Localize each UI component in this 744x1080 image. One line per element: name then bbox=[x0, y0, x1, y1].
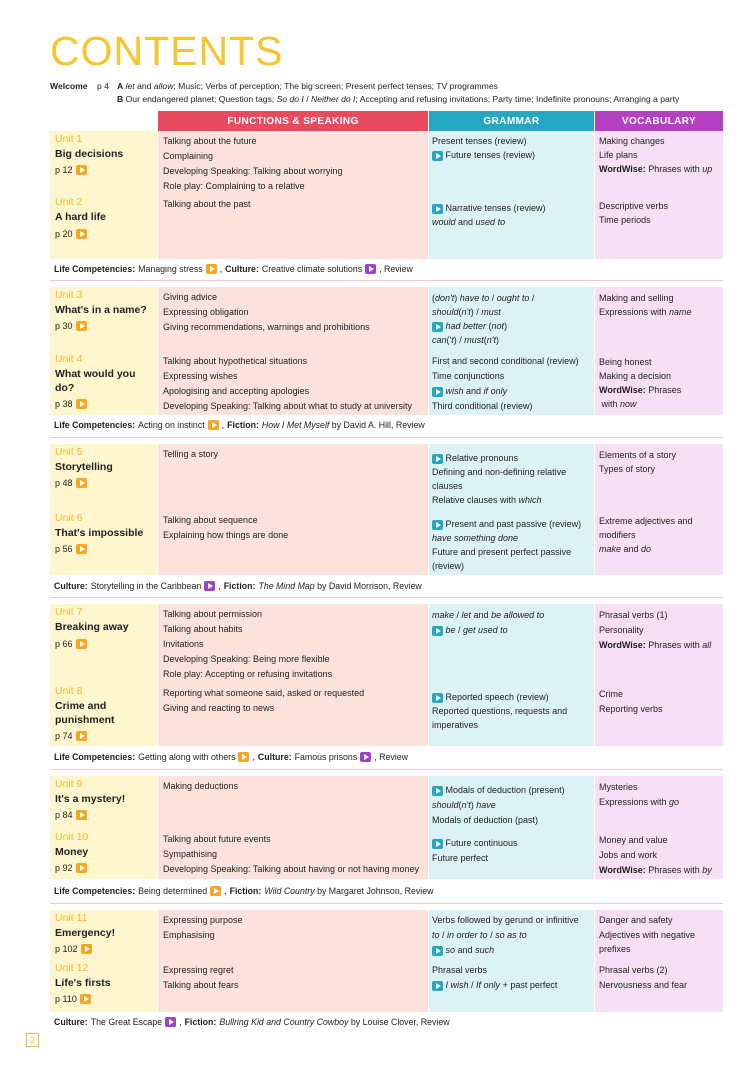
functions-item: Role play: Complaining to a relative bbox=[163, 181, 305, 191]
unit-page-number: p 30 bbox=[55, 321, 73, 331]
grammar-item: Modals of deduction (present) bbox=[432, 783, 592, 798]
functions-cell bbox=[163, 197, 251, 212]
unit-page[interactable] bbox=[55, 165, 87, 175]
vocabulary-item: Elements of a story bbox=[599, 450, 677, 460]
video-icon[interactable] bbox=[432, 626, 443, 636]
grammar-cell bbox=[432, 134, 592, 162]
vocabulary-item: Making changes bbox=[599, 136, 665, 146]
divider bbox=[50, 437, 723, 438]
extras-line: Culture: The Great Escape , Fiction: Bullring Kid and Country Cowboy by Louise Clover, Review bbox=[54, 1017, 450, 1027]
functions-item: Talking about future events bbox=[163, 834, 271, 844]
vocabulary-cell bbox=[599, 780, 721, 810]
grammar-item: I wish / If only + past perfect bbox=[432, 978, 592, 993]
grammar-item: would and used to bbox=[432, 217, 506, 227]
unit-name: It's a mystery! bbox=[55, 793, 126, 805]
unit-label: Unit 11 bbox=[55, 912, 88, 924]
extras-line: Life Competencies: Getting along with others , Culture: Famous prisons , Review bbox=[54, 752, 408, 762]
unit-page[interactable] bbox=[55, 399, 87, 409]
grammar-item: Reported speech (review) bbox=[432, 690, 592, 704]
functions-item: Expressing obligation bbox=[163, 307, 249, 317]
video-icon[interactable] bbox=[76, 478, 87, 488]
vocabulary-item: WordWise: Phrases with now bbox=[599, 385, 682, 409]
vocabulary-cell bbox=[599, 291, 721, 319]
grammar-item: Narrative tenses (review) bbox=[432, 201, 592, 215]
vocabulary-item: Expressions with go bbox=[599, 797, 680, 807]
video-icon[interactable] bbox=[210, 886, 221, 896]
extras-line: Life Competencies: Managing stress , Culture: Creative climate solutions , Review bbox=[54, 264, 413, 274]
unit-page-number: p 102 bbox=[55, 944, 78, 954]
vocabulary-item: Phrasal verbs (2) bbox=[599, 965, 668, 975]
vocabulary-cell bbox=[599, 514, 721, 556]
unit-name: A hard life bbox=[55, 211, 106, 223]
functions-item: Reporting what someone said, asked or requested bbox=[163, 688, 365, 698]
grammar-cell bbox=[432, 783, 592, 828]
functions-cell bbox=[163, 913, 243, 943]
video-icon[interactable] bbox=[204, 581, 215, 591]
page-number: 2 bbox=[26, 1033, 39, 1047]
grammar-item: Future perfect bbox=[432, 853, 489, 863]
grammar-item: have something done bbox=[432, 533, 519, 543]
vocabulary-cell bbox=[599, 833, 721, 878]
video-icon[interactable] bbox=[81, 944, 92, 954]
vocabulary-item: Making and selling bbox=[599, 293, 674, 303]
unit-page-number: p 56 bbox=[55, 544, 73, 554]
video-icon[interactable] bbox=[76, 863, 87, 873]
vocabulary-cell bbox=[599, 355, 721, 411]
functions-item: Giving advice bbox=[163, 292, 218, 302]
functions-item: Expressing wishes bbox=[163, 371, 238, 381]
unit-label: Unit 6 bbox=[55, 512, 83, 524]
grammar-item: Relative clauses with which bbox=[432, 495, 542, 505]
video-icon[interactable] bbox=[432, 454, 443, 464]
vocabulary-item: Expressions with name bbox=[599, 307, 692, 317]
vocabulary-item: Mysteries bbox=[599, 782, 638, 792]
functions-item: Talking about fears bbox=[163, 980, 239, 990]
functions-item: Developing Speaking: Being more flexible bbox=[163, 654, 330, 664]
grammar-item: Future tenses (review) bbox=[432, 148, 592, 162]
welcome-label: Welcome bbox=[50, 81, 88, 91]
video-icon[interactable] bbox=[76, 165, 87, 175]
video-icon[interactable] bbox=[432, 322, 443, 332]
video-icon[interactable] bbox=[432, 520, 443, 530]
vocabulary-item: Life plans bbox=[599, 150, 638, 160]
functions-cell bbox=[163, 779, 238, 794]
video-icon[interactable] bbox=[76, 639, 87, 649]
unit-page[interactable] bbox=[55, 944, 92, 954]
functions-item: Talking about sequence bbox=[163, 515, 258, 525]
vocabulary-item: Phrasal verbs (1) bbox=[599, 610, 668, 620]
functions-item: Making deductions bbox=[163, 781, 239, 791]
functions-cell bbox=[163, 447, 218, 462]
extras-line: Life Competencies: Being determined , Fiction: Wild Country by Margaret Johnson, Review bbox=[54, 886, 434, 896]
unit-page[interactable] bbox=[55, 863, 87, 873]
grammar-item: Present tenses (review) bbox=[432, 136, 527, 146]
grammar-item: Future and present perfect passive (review) bbox=[432, 547, 572, 571]
vocabulary-item: WordWise: Phrases with by bbox=[599, 865, 712, 875]
video-icon[interactable] bbox=[432, 693, 443, 703]
grammar-cell bbox=[432, 517, 592, 573]
grammar-cell bbox=[432, 913, 592, 958]
grammar-item: Phrasal verbs bbox=[432, 965, 488, 975]
grammar-cell bbox=[432, 690, 592, 732]
functions-item: Talking about hypothetical situations bbox=[163, 356, 308, 366]
unit-page-number: p 92 bbox=[55, 863, 73, 873]
functions-item: Complaining bbox=[163, 151, 214, 161]
vocabulary-item: Extreme adjectives and modifiers bbox=[599, 516, 693, 540]
vocabulary-cell bbox=[599, 448, 721, 476]
grammar-item: Modals of deduction (past) bbox=[432, 815, 539, 825]
unit-page-number: p 110 bbox=[55, 994, 77, 1004]
video-icon[interactable] bbox=[238, 752, 249, 762]
vocabulary-cell bbox=[599, 608, 721, 653]
vocabulary-cell bbox=[599, 963, 721, 993]
header-vocabulary: VOCABULARY bbox=[595, 111, 723, 131]
video-icon[interactable] bbox=[432, 786, 443, 796]
video-icon[interactable] bbox=[165, 1017, 176, 1027]
header-grammar: GRAMMAR bbox=[429, 111, 594, 131]
functions-item: Talking about habits bbox=[163, 624, 243, 634]
vocabulary-item: Nervousness and fear bbox=[599, 980, 688, 990]
vocabulary-item: Adjectives with negative prefixes bbox=[599, 930, 696, 954]
unit-page[interactable] bbox=[55, 544, 87, 554]
video-icon[interactable] bbox=[76, 229, 87, 239]
unit-page-number: p 12 bbox=[55, 165, 73, 175]
grammar-item: Defining and non-defining relative clauses bbox=[432, 467, 567, 491]
video-icon[interactable] bbox=[208, 420, 219, 430]
video-icon[interactable] bbox=[432, 981, 443, 991]
grammar-item: Time conjunctions bbox=[432, 371, 505, 381]
video-icon[interactable] bbox=[360, 752, 371, 762]
grammar-item: Relative pronouns bbox=[432, 451, 592, 465]
grammar-item: Verbs followed by gerund or infinitive bbox=[432, 915, 579, 925]
video-icon[interactable] bbox=[76, 731, 87, 741]
grammar-item: should(n't) have bbox=[432, 800, 496, 810]
vocabulary-item: make and do bbox=[599, 544, 652, 554]
grammar-item: to / in order to / so as to bbox=[432, 930, 527, 940]
unit-name: Big decisions bbox=[55, 148, 124, 160]
unit-name: What would you do? bbox=[55, 368, 136, 394]
functions-item: Apologising and accepting apologies bbox=[163, 386, 310, 396]
unit-name: Money bbox=[55, 846, 89, 858]
vocabulary-item: Crime bbox=[599, 689, 623, 699]
unit-page-number: p 74 bbox=[55, 731, 73, 741]
unit-label: Unit 7 bbox=[55, 606, 83, 618]
unit-page-number: p 38 bbox=[55, 399, 73, 409]
unit-label: Unit 8 bbox=[55, 685, 83, 697]
unit-page[interactable] bbox=[55, 731, 87, 741]
divider bbox=[50, 597, 723, 598]
functions-item: Developing Speaking: Talking about worrying bbox=[163, 166, 343, 176]
video-icon[interactable] bbox=[76, 321, 87, 331]
grammar-cell bbox=[432, 354, 592, 414]
unit-label: Unit 10 bbox=[55, 831, 89, 843]
welcome-a: A let and allow; Music; Verbs of perception; The big screen; Present perfect tenses; TV programmes bbox=[117, 81, 498, 91]
unit-label: Unit 9 bbox=[55, 778, 83, 790]
grammar-cell bbox=[432, 201, 592, 229]
divider bbox=[50, 769, 723, 770]
unit-page-number: p 84 bbox=[55, 810, 73, 820]
welcome-b: B Our endangered planet; Question tags; So do I / Neither do I; Accepting and refusing invitations; Party time; Indefinite pronouns; Arranging a party bbox=[117, 94, 680, 104]
video-icon[interactable] bbox=[365, 264, 376, 274]
vocabulary-item: Personality bbox=[599, 625, 644, 635]
unit-name: Emergency! bbox=[55, 927, 116, 939]
vocabulary-cell bbox=[599, 913, 721, 956]
vocabulary-item: Time periods bbox=[599, 215, 651, 225]
unit-page-number: p 66 bbox=[55, 639, 73, 649]
functions-item: Talking about the past bbox=[163, 199, 251, 209]
functions-item: Developing Speaking: Talking about having or not having money bbox=[163, 864, 420, 874]
grammar-item: Future continuous bbox=[432, 836, 592, 851]
grammar-item: Reported questions, requests and imperatives bbox=[432, 706, 568, 730]
functions-cell bbox=[163, 963, 239, 993]
unit-label: Unit 2 bbox=[55, 196, 83, 208]
video-icon[interactable] bbox=[76, 544, 87, 554]
unit-name: Breaking away bbox=[55, 621, 129, 633]
vocabulary-item: Jobs and work bbox=[599, 850, 658, 860]
functions-item: Expressing purpose bbox=[163, 915, 243, 925]
vocabulary-item: Making a decision bbox=[599, 371, 672, 381]
vocabulary-item: Being honest bbox=[599, 357, 652, 367]
unit-label: Unit 4 bbox=[55, 353, 83, 365]
grammar-item: can('t) / must(n't) bbox=[432, 335, 499, 345]
unit-label: Unit 3 bbox=[55, 289, 83, 301]
functions-cell bbox=[163, 354, 412, 414]
grammar-item: First and second conditional (review) bbox=[432, 356, 579, 366]
functions-item: Giving recommendations, warnings and prohibitions bbox=[163, 322, 370, 332]
unit-page[interactable] bbox=[55, 994, 91, 1004]
functions-cell bbox=[163, 832, 419, 877]
vocabulary-item: WordWise: Phrases with up bbox=[599, 164, 713, 174]
extras-line: Life Competencies: Acting on instinct , Fiction: How I Met Myself by David A. Hill, Review bbox=[54, 420, 425, 430]
grammar-item: wish and if only bbox=[432, 384, 592, 399]
unit-page-number: p 48 bbox=[55, 478, 73, 488]
vocabulary-item: Reporting verbs bbox=[599, 704, 663, 714]
unit-label: Unit 5 bbox=[55, 446, 83, 458]
vocabulary-item: Types of story bbox=[599, 464, 656, 474]
unit-page[interactable] bbox=[55, 321, 87, 331]
unit-name: Crime and punishment bbox=[55, 700, 115, 726]
unit-name: Storytelling bbox=[55, 461, 113, 473]
video-icon[interactable] bbox=[76, 810, 87, 820]
functions-cell bbox=[163, 607, 332, 682]
unit-page-number: p 20 bbox=[55, 229, 73, 239]
video-icon[interactable] bbox=[80, 994, 91, 1004]
grammar-item: make / let and be allowed to bbox=[432, 610, 545, 620]
grammar-item: had better (not) bbox=[432, 319, 592, 333]
functions-item: Talking about the future bbox=[163, 136, 257, 146]
divider bbox=[50, 903, 723, 904]
video-icon[interactable] bbox=[432, 839, 443, 849]
vocabulary-item: WordWise: Phrases with all bbox=[599, 640, 712, 650]
video-icon[interactable] bbox=[432, 387, 443, 397]
functions-cell bbox=[163, 513, 288, 543]
functions-cell bbox=[163, 290, 370, 335]
functions-item: Role play: Accepting or refusing invitations bbox=[163, 669, 333, 679]
functions-item: Sympathising bbox=[163, 849, 218, 859]
unit-page[interactable] bbox=[55, 810, 87, 820]
grammar-cell bbox=[432, 963, 592, 993]
grammar-cell bbox=[432, 451, 592, 507]
page-title: CONTENTS bbox=[50, 28, 284, 74]
vocabulary-cell bbox=[599, 199, 721, 227]
grammar-cell bbox=[432, 836, 592, 866]
functions-item: Developing Speaking: Talking about what to study at university bbox=[163, 401, 412, 411]
grammar-item: Third conditional (review) bbox=[432, 401, 533, 411]
grammar-cell bbox=[432, 291, 592, 347]
unit-label: Unit 1 bbox=[55, 133, 83, 145]
unit-name: Life's firsts bbox=[55, 977, 111, 989]
functions-item: Telling a story bbox=[163, 449, 219, 459]
extras-line: Culture: Storytelling in the Caribbean , Fiction: The Mind Map by David Morrison, Review bbox=[54, 581, 422, 591]
functions-item: Invitations bbox=[163, 639, 204, 649]
unit-page[interactable] bbox=[55, 478, 87, 488]
grammar-item: Present and past passive (review) bbox=[432, 517, 592, 531]
functions-cell bbox=[163, 686, 364, 716]
divider bbox=[50, 280, 723, 281]
video-icon[interactable] bbox=[432, 946, 443, 956]
functions-item: Expressing regret bbox=[163, 965, 234, 975]
unit-name: What's in a name? bbox=[55, 304, 147, 316]
unit-page[interactable] bbox=[55, 639, 87, 649]
unit-name: That's impossible bbox=[55, 527, 144, 539]
vocabulary-item: Descriptive verbs bbox=[599, 201, 669, 211]
vocabulary-item: Danger and safety bbox=[599, 915, 673, 925]
unit-page[interactable] bbox=[55, 229, 87, 239]
grammar-item: so and such bbox=[432, 943, 592, 958]
header-functions: FUNCTIONS & SPEAKING bbox=[158, 111, 428, 131]
functions-item: Talking about permission bbox=[163, 609, 263, 619]
video-icon[interactable] bbox=[76, 399, 87, 409]
video-icon[interactable] bbox=[432, 151, 443, 161]
functions-cell bbox=[163, 134, 342, 194]
welcome-page: p 4 bbox=[97, 81, 109, 91]
functions-item: Giving and reacting to news bbox=[163, 703, 275, 713]
functions-item: Emphasising bbox=[163, 930, 215, 940]
video-icon[interactable] bbox=[206, 264, 217, 274]
functions-column-bg bbox=[158, 444, 428, 575]
unit-label: Unit 12 bbox=[55, 962, 89, 974]
grammar-item: be / get used to bbox=[432, 623, 592, 638]
vocabulary-item: Money and value bbox=[599, 835, 668, 845]
vocabulary-cell bbox=[599, 687, 721, 717]
functions-item: Explaining how things are done bbox=[163, 530, 289, 540]
video-icon[interactable] bbox=[432, 204, 443, 214]
welcome-row-a bbox=[50, 80, 498, 93]
vocabulary-cell bbox=[599, 134, 721, 176]
grammar-item: (don't) have to / ought to / should(n't) / must bbox=[432, 293, 535, 317]
grammar-cell bbox=[432, 608, 592, 638]
